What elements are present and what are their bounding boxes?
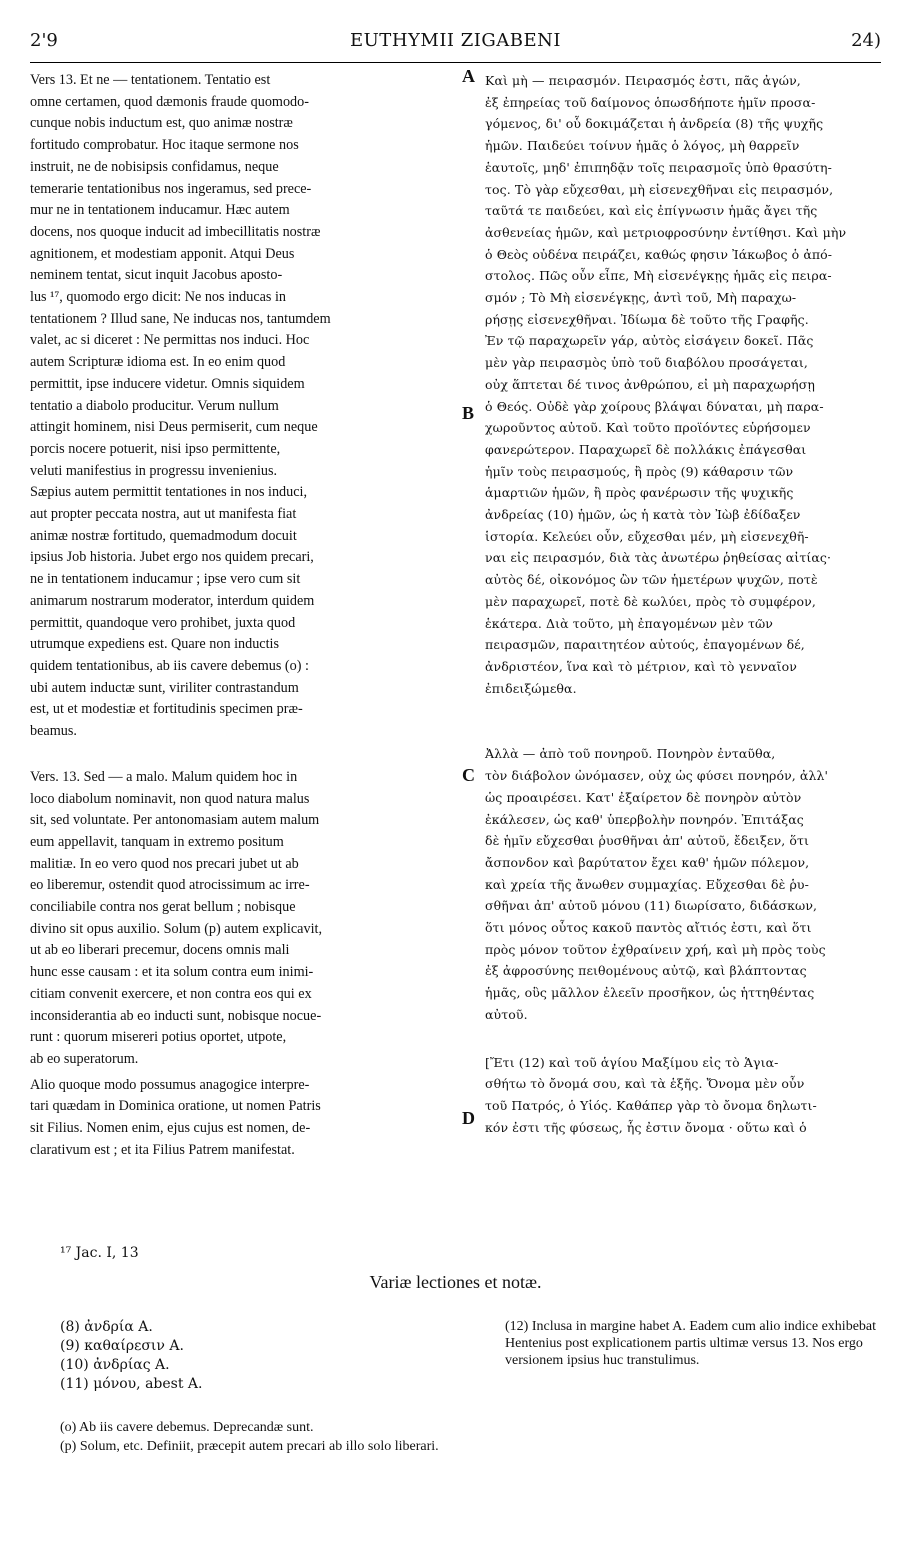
- footnote: ¹⁷ Jac. I, 13: [60, 1245, 139, 1261]
- variae-left-list: [60, 1318, 202, 1394]
- variae-heading: Variæ lectiones et notæ.: [369, 1272, 542, 1292]
- variant-reading: (9) καθαίρεσιν A.: [60, 1338, 184, 1354]
- margin-marker-c: C: [462, 765, 475, 785]
- greek-paragraph-3: [Ἔτι (12) καὶ τοῦ ἁγίου Μαξίμου εἰς τὸ Ἁγια- σθήτω τὸ ὄνομά σου, καὶ τὰ ἑξῆς. Ὄνομα μὲν οὖν τοῦ Πατρός, ὁ Υἱός. Καθάπερ γὰρ τὸ ὄνομα δηλωτι- κόν ἐστι τῆς φύσεως, ἧς ἐστιν ὄνομα · οὕτω καὶ ὁ: [485, 1054, 817, 1135]
- latin-column: [30, 70, 460, 1161]
- latin-paragraph-3: Alio quoque modo possumus anagogice interpre- tari quædam in Dominica oratione, ut nomen Patris sit Filius. Nomen enim, ejus cujus est nomen, de- clarativum est ; et ita Filius Patrem manifestat.: [30, 1076, 321, 1158]
- notes-list: [60, 1418, 439, 1456]
- margin-marker-a: A: [462, 66, 475, 86]
- variant-reading: (11) μόνου, abest A.: [60, 1376, 203, 1392]
- page-number-left: 2'9: [30, 30, 58, 51]
- variant-reading: (10) ἀνδρίας A.: [60, 1357, 170, 1373]
- note-item: (o) Ab iis cavere debemus. Deprecandæ sunt.: [60, 1420, 314, 1435]
- variae-right-note: (12) Inclusa in margine habet A. Eadem cum alio indice exhibebat Hentenius post explicationem partis ultimæ versus 13. Nos ergo versionem ipsius huc transtulimus.: [505, 1319, 877, 1368]
- greek-paragraph-1: Καὶ μὴ — πειρασμόν. Πειρασμός ἐστι, πᾶς ἀγών, ἐξ ἐπηρείας τοῦ δαίμονος ὁπωσδήποτε ἡμῖν προσα- γόμενος, δι' οὗ δοκιμάζεται ἡ ἀνδρεία (8) τῆς ψυχῆς ἡμῶν. Παιδεύει τοίνυν ἡμᾶς ὁ λόγος, μὴ θαρρεῖν ἑαυτοῖς, μηδ' ἐπιπηδᾷν τοῖς πειρασμοῖς ὑπὸ θρασύτη- τος. Τὸ γὰρ εὔχεσθαι, μὴ εἰσενεχθῆναι εἰς πειρασμόν, ταῦτά τε παιδεύει, καὶ εἰς ἐπίγνωσιν ἡμᾶς ἄγει τῆς ἀσθενείας ἡμῶν, καὶ μετριοφροσύνην ἐντίθησι. Καὶ μὴν ὁ Θεὸς οὐδένα πειράζει, καθώς φησιν Ἰάκωβος ὁ ἀπό- στολος. Πῶς οὖν εἶπε, Μὴ εἰσενέγκῃς ἡμᾶς εἰς πειρα- σμόν ; Τὸ Μὴ εἰσενέγκῃς, ἀντὶ τοῦ, Μὴ παραχω- ρήσῃς εἰσενεχθῆναι. Ἰδίωμα δὲ τοῦτο τῆς Γραφῆς. Ἐν τῷ παραχωρεῖν γάρ, αὐτὸς εἰσάγειν δοκεῖ. Πᾶς μὲν γὰρ πειρασμὸς ὑπὸ τοῦ διαβόλου προσάγεται, οὐχ ἅπτεται δέ τινος ἀνθρώπου, εἰ μὴ παραχωρήσῃ ὁ Θεός. Οὐδὲ γὰρ χοίρους βλάψαι δύναται, μὴ παρα- χωροῦντος αὐτοῦ. Καὶ τοῦτο προϊόντες εὑρήσομεν φανερώτερον. Παραχωρεῖ δὲ πολλάκις ἐπάγεσθαι ἡμῖν τοὺς πειρασμούς, ἢ πρὸς (9) κάθαρσιν τῶν ἁμαρτιῶν ἡμῶν, ἢ πρὸς φανέρωσιν τῆς ψυχικῆς ἀνδρείας (10) ἡμῶν, ὡς ἡ κατὰ τὸν Ἰὼβ ἐδίδαξεν ἱστορία. Κελεύει οὖν, εὔχεσθαι μέν, μὴ εἰσενεχθῆ- ναι εἰς πειρασμόν, διὰ τὰς ἀνωτέρω ῥηθείσας αἰτίας· αὐτὸς δέ, οἰκονόμος ὢν τῶν ἡμετέρων ψυχῶν, ποτὲ μὲν παραχωρεῖ, ποτὲ δὲ κωλύει, πρὸς τὸ συμφέρον, ἑκάτερα. Διὰ τοῦτο, μὴ ἐπαγομένων μὲν τῶν πειρασμῶν, παραιτητέον αὐτούς, ἐπαγομένων δέ, ἀνδριστέον, ἵνα καὶ τὸ μέτριον, καὶ τὸ γενναῖον ἐπιδειξώμεθα.: [485, 73, 847, 696]
- margin-marker-b: B: [462, 403, 475, 423]
- running-header: [30, 30, 881, 63]
- page-number-right: 24): [851, 30, 881, 51]
- variant-reading: (8) ἀνδρία A.: [60, 1319, 153, 1335]
- greek-paragraph-2: Ἀλλὰ — ἀπὸ τοῦ πονηροῦ. Πονηρὸν ἐνταῦθα, τὸν διάβολον ὠνόμασεν, οὐχ ὡς φύσει πονηρόν, ἀλλ' ὡς προαιρέσει. Κατ' ἐξαίρετον δὲ πονηρὸν αὐτὸν ἐκάλεσεν, ὡς καθ' ὑπερβολὴν πονηρόν. Ἐπιτάξας δὲ ἡμῖν εὔχεσθαι ῥυσθῆναι ἀπ' αὐτοῦ, ἔδειξεν, ὅτι ἄσπονδον καὶ βαρύτατον ἔχει καθ' ἡμῶν πόλεμον, καὶ χρεία τῆς ἄνωθεν συμμαχίας. Εὔχεσθαι δὲ ῥυ- σθῆναι ἀπ' αὐτοῦ μόνου (11) διωρίσατο, διδάσκων, ὅτι μόνος οὗτος κακοῦ παντὸς αἴτιός ἐστι, καὶ ὅτι πρὸς μόνον τοῦτον ἐχθραίνειν χρή, καὶ μὴ πρὸς τοὺς ἐξ ἀφροσύνης πειθομένους αὐτῷ, καὶ βλάπτοντας ἡμᾶς, οὓς μᾶλλον ἐλεεῖν προσῆκον, ὡς ἡττηθέντας αὐτοῦ.: [485, 746, 829, 1022]
- margin-marker-d: D: [462, 1108, 475, 1128]
- greek-column: [485, 70, 895, 1138]
- note-item: (p) Solum, etc. Definiit, præcepit autem precari ab illo solo liberari.: [60, 1439, 439, 1454]
- latin-paragraph-1: Vers 13. Et ne — tentationem. Tentatio est omne certamen, quod dæmonis fraude quomodo- cunque nobis inductum est, quo animæ nostræ fortitudo comprobatur. Hoc itaque sermone nos instruit, ne de nobisipsis confidamus, neque temerarie tentationibus nos ingeramus, sed prece- mur ne in tentationem inducamur. Hæc autem docens, nos quoque inducit ad imbecillitatis nostræ agnitionem, et modestiam apponit. Atqui Deus neminem tentat, sicut inquit Jacobus aposto- lus ¹⁷, quomodo ergo dicit: Ne nos inducas in tentationem ? Illud sane, Ne inducas nos, tantumdem valet, ac si diceret : Ne permittas nos induci. Hoc autem Scripturæ idioma est. In eo enim quod permittit, ipse inducere videtur. Omnis siquidem tentatio a diabolo producitur. Verum nullum attingit hominem, nisi Deus permiserit, cum neque porcis nocere potuerit, nisi ipso permittente, veluti manifestius in progressu invenienius. Sæpius autem permittit tentationes in nos induci, aut propter peccata nostra, aut ut manifesta fiat animæ nostræ fortitudo, quemadmodum docuit ipsius Job historia. Jubet ergo nos quidem precari, ne in tentationem inducamur ; ipse vero cum sit animarum nostrarum moderator, interdum quidem permittit, quandoque vero prohibet, juxta quod utrumque expediens est. Quare non inductis quidem tentationibus, ab iis cavere debemus (o) : ubi autem inductæ sunt, viriliter contrastandum est, ut et modestiæ et fortitudinis specimen præ- beamus.: [30, 72, 331, 740]
- running-title: EUTHYMII ZIGABENI: [350, 30, 561, 51]
- latin-paragraph-2: Vers. 13. Sed — a malo. Malum quidem hoc in loco diabolum nominavit, non quod natura malus sit, sed voluntate. Per antonomasiam autem malum eum appellavit, tanquam in extremo positum malitiæ. In eo vero quod nos precari jubet ut ab eo liberemur, ostendit quod atrocissimum ac irre- conciliabile contra nos gerat bellum ; nobisque divino sit opus auxilio. Solum (p) autem explicavit, ut ab eo liberari precemur, docens omnis mali hunc esse causam : et ita solum contra eum inimi- citiam convenit exercere, et non contra eos qui ex inconsiderantia ab eo inducti sunt, nobisque nocue- runt : quorum misereri potius oportet, utpote, ab eo superatorum.: [30, 768, 322, 1067]
